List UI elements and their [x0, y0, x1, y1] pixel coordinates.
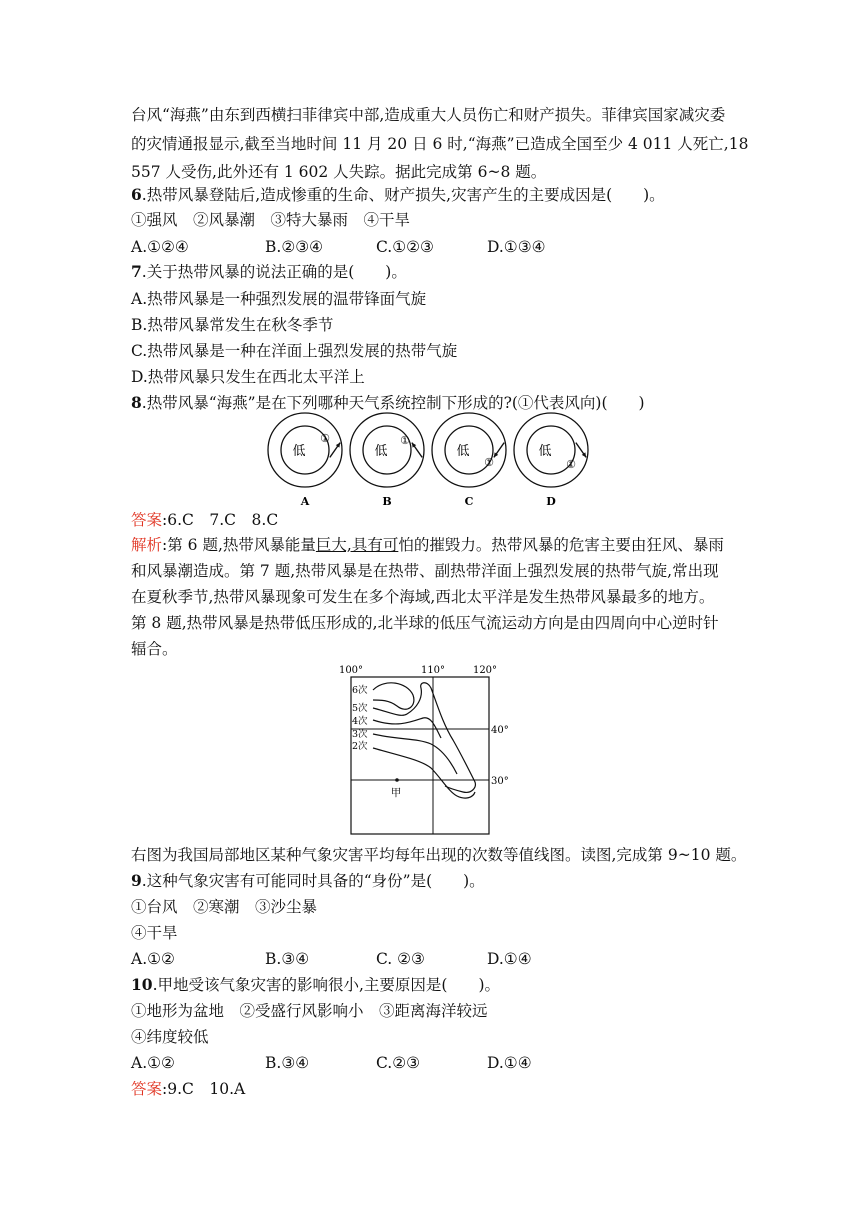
- point-jia-marker: [395, 778, 399, 782]
- q9-items-2: ④干旱: [131, 924, 178, 942]
- q9-stem-text: .这种气象灾害有可能同时具备的“身份”是( )。: [141, 872, 485, 890]
- panel-C-letter: C: [464, 495, 474, 508]
- q7-stem-text: .关于热带风暴的说法正确的是( )。: [141, 263, 407, 281]
- intro-line-2: 的灾情通报显示,截至当地时间 11 月 20 日 6 时,“海燕”已造成全国至少 4 011 人死亡,18: [131, 135, 749, 153]
- answer-label-1: 答案: [131, 511, 163, 529]
- q7-option-c: C.热带风暴是一种在洋面上强烈发展的热带气旋: [131, 342, 458, 360]
- lon-label-110: 110°: [420, 665, 446, 676]
- q9-option-a: A.①②: [131, 950, 175, 968]
- q10-option-b: B.③④: [265, 1054, 310, 1072]
- isoline-label-6: 6次: [352, 685, 368, 696]
- q9-items-1: ①台风 ②寒潮 ③沙尘暴: [131, 898, 318, 916]
- q6-option-b: B.②③④: [265, 238, 324, 256]
- isoline-label-2: 2次: [352, 741, 368, 752]
- q8-pressure-diagram: [262, 412, 602, 508]
- analysis-line-1-a: :第 6 题,热带风暴能量: [162, 536, 316, 554]
- panel-B-wind-marker: ①: [400, 434, 410, 447]
- intro-line-3: 557 人受伤,此外还有 1 602 人失踪。据此完成第 6~8 题。: [131, 163, 547, 181]
- lat-label-30: 30°: [491, 776, 509, 787]
- analysis-line-1: [131, 535, 724, 555]
- q6-stem: [131, 185, 665, 205]
- lat-label-40: 40°: [491, 725, 509, 736]
- panel-A-low-label: 低: [292, 444, 306, 459]
- q6-items: ①强风 ②风暴潮 ③特大暴雨 ④干旱: [131, 211, 411, 229]
- q10-number: 10: [131, 975, 153, 994]
- lon-label-120: 120°: [472, 665, 498, 676]
- panel-C-wind-marker: ①: [484, 456, 494, 469]
- analysis-line-4: 第 8 题,热带风暴是热带低压形成的,北半球的低压气流运动方向是由四周向中心逆时针: [131, 614, 719, 632]
- analysis-line-1-b: 怕的摧毁力。热带风暴的危害主要由狂风、暴雨: [398, 536, 724, 554]
- panel-D-low-label: 低: [538, 444, 552, 459]
- q9-option-d: D.①④: [487, 950, 532, 968]
- panel-A-wind-marker: ①: [320, 432, 330, 445]
- q10-stem: [131, 975, 500, 995]
- q6-option-d: D.①③④: [487, 238, 546, 256]
- isoline-label-3: 3次: [352, 729, 368, 740]
- panel-B-low-label: 低: [374, 444, 388, 459]
- q10-items-2: ④纬度较低: [131, 1028, 209, 1046]
- panel-B-letter: B: [382, 495, 392, 508]
- answer-text-2: :9.C 10.A: [162, 1080, 246, 1098]
- panel-C-low-label: 低: [456, 444, 470, 459]
- isoline-label-4: 4次: [352, 716, 368, 727]
- panel-A-letter: A: [300, 495, 310, 508]
- lon-label-100: 100°: [338, 665, 364, 676]
- answer-line-1: [131, 510, 278, 530]
- intro-line-1: 台风“海燕”由东到西横扫菲律宾中部,造成重大人员伤亡和财产损失。菲律宾国家减灾委: [131, 106, 726, 124]
- q7-stem: [131, 262, 407, 282]
- q8-stem: [131, 393, 645, 413]
- q7-option-b: B.热带风暴常发生在秋冬季节: [131, 316, 334, 334]
- isoline-label-5: 5次: [352, 703, 368, 714]
- isoline-6: [373, 683, 414, 709]
- q9-option-b: B.③④: [265, 950, 310, 968]
- q10-option-c: C.②③: [376, 1054, 421, 1072]
- q9-option-c: C. ②③: [376, 950, 425, 968]
- map-caption: 右图为我国局部地区某种气象灾害平均每年出现的次数等值线图。读图,完成第 9~10 题。: [131, 846, 747, 864]
- panel-D-wind-marker: ①: [566, 458, 576, 471]
- answer-line-2: [131, 1079, 245, 1099]
- q8-stem-text: .热带风暴“海燕”是在下列哪种天气系统控制下形成的?(①代表风向)( ): [141, 394, 645, 412]
- q6-option-c: C.①②③: [376, 238, 434, 256]
- q10-items-1: ①地形为盆地 ②受盛行风影响小 ③距离海洋较远: [131, 1002, 488, 1020]
- isoline-4: [373, 718, 441, 738]
- q7-option-a: A.热带风暴是一种强烈发展的温带锋面气旋: [131, 290, 427, 308]
- isoline-3: [373, 734, 457, 774]
- analysis-line-3: 在夏秋季节,热带风暴现象可发生在多个海域,西北太平洋是发生热带风暴最多的地方。: [131, 588, 715, 606]
- answer-label-2: 答案: [131, 1080, 163, 1098]
- q8-number: 8: [131, 393, 142, 412]
- answer-text-1: :6.C 7.C 8.C: [162, 511, 279, 529]
- isoline-5: [373, 683, 475, 793]
- q6-number: 6: [131, 185, 142, 204]
- q9-number: 9: [131, 871, 142, 890]
- q6-stem-text: .热带风暴登陆后,造成惨重的生命、财产损失,灾害产生的主要成因是( )。: [141, 186, 665, 204]
- isoline-map: [338, 660, 509, 840]
- analysis-label: 解析: [131, 536, 163, 554]
- analysis-line-2: 和风暴潮造成。第 7 题,热带风暴是在热带、副热带洋面上强烈发展的热带气旋,常出现: [131, 562, 719, 580]
- q10-stem-text: .甲地受该气象灾害的影响很小,主要原因是( )。: [152, 976, 501, 994]
- q6-option-a: A.①②④: [131, 238, 189, 256]
- q7-option-d: D.热带风暴只发生在西北太平洋上: [131, 368, 365, 386]
- point-jia-label: 甲: [390, 787, 402, 799]
- panel-D-letter: D: [546, 495, 556, 508]
- q10-option-a: A.①②: [131, 1054, 175, 1072]
- analysis-line-5: 辐合。: [131, 640, 178, 658]
- q7-number: 7: [131, 262, 142, 281]
- q9-stem: [131, 871, 485, 891]
- q10-option-d: D.①④: [487, 1054, 532, 1072]
- analysis-line-1-underlined: 巨大,具有可: [315, 536, 399, 554]
